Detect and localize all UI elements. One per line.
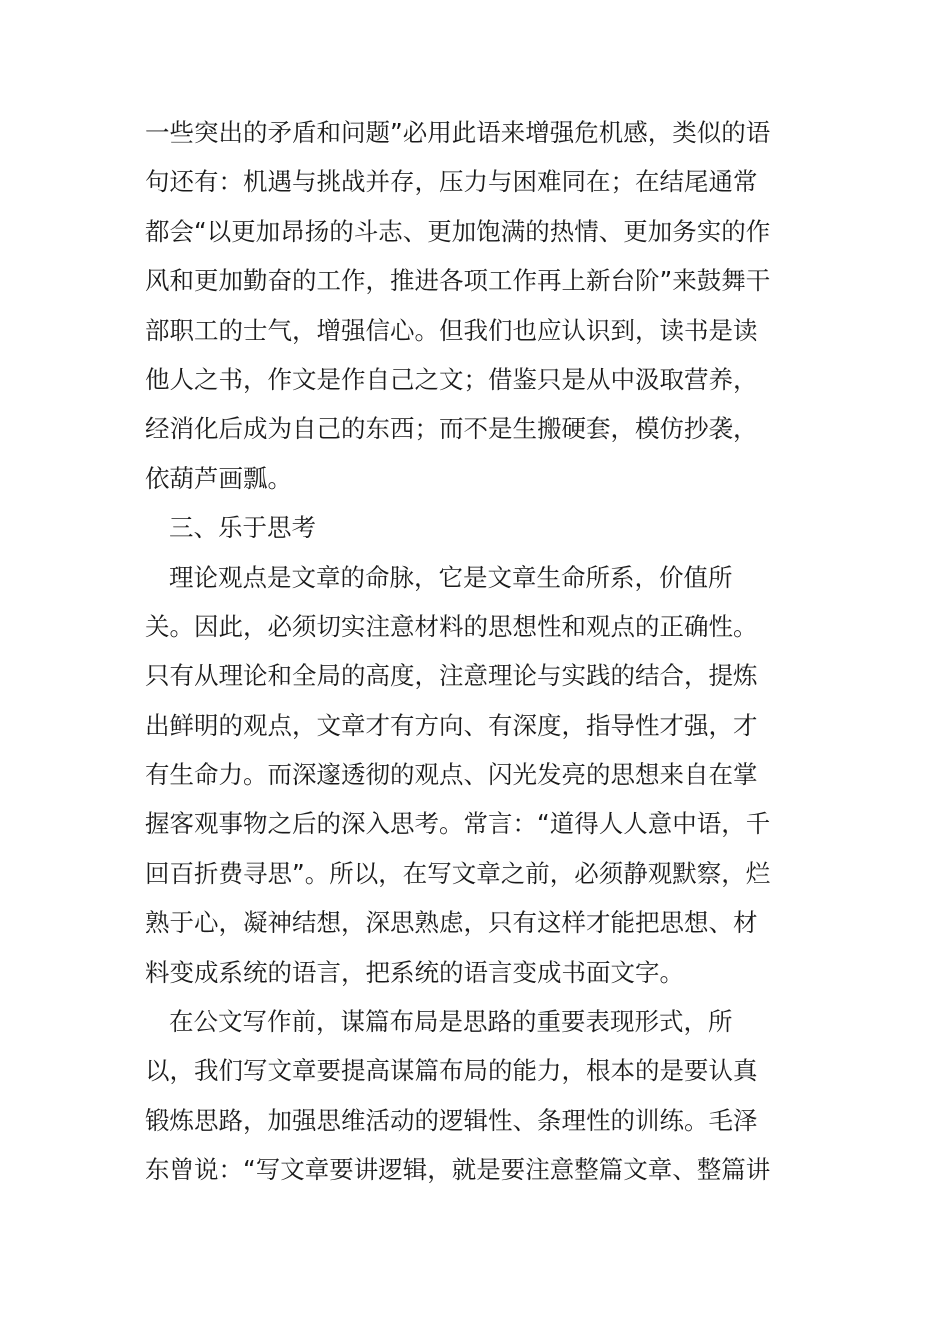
text-line: 理论观点是文章的命脉，它是文章生命所系，价值所 <box>169 562 733 592</box>
text-line: 在公文写作前，谋篇布局是思路的重要表现形式，所 <box>169 1007 733 1037</box>
text-line: 经消化后成为自己的东西；而不是生搬硬套，模仿抄袭， <box>145 414 758 444</box>
text-line: 东曾说：“写文章要讲逻辑，就是要注意整篇文章、整篇讲 <box>145 1155 771 1185</box>
text-line: 锻炼思路，加强思维活动的逻辑性、条理性的训练。毛泽 <box>145 1105 758 1135</box>
text-line: 以，我们写文章要提高谋篇布局的能力，根本的是要认真 <box>145 1056 758 1086</box>
document-body <box>145 108 800 1195</box>
text-line: 他人之书，作文是作自己之文；借鉴只是从中汲取营养， <box>145 364 758 394</box>
text-line: 有生命力。而深邃透彻的观点、闪光发亮的思想来自在掌 <box>145 760 758 790</box>
text-line: 都会“以更加昂扬的斗志、更加饱满的热情、更加务实的作 <box>145 216 771 246</box>
text-line: 只有从理论和全局的高度，注意理论与实践的结合，提炼 <box>145 661 758 691</box>
text-line: 熟于心，凝神结想，深思熟虑，只有这样才能把思想、材 <box>145 908 758 938</box>
text-line: 回百折费寻思”。所以，在写文章之前，必须静观默察，烂 <box>145 858 771 888</box>
text-line: 句还有：机遇与挑战并存，压力与困难同在；在结尾通常 <box>145 167 758 197</box>
section-heading: 三、乐于思考 <box>169 513 316 543</box>
text-line: 依葫芦画瓢。 <box>145 463 292 493</box>
text-line: 握客观事物之后的深入思考。常言：“道得人人意中语，千 <box>145 809 771 839</box>
text-line: 料变成系统的语言，把系统的语言变成书面文字。 <box>145 957 684 987</box>
text-line: 出鲜明的观点，文章才有方向、有深度，指导性才强，才 <box>145 710 758 740</box>
text-line: 关。因此，必须切实注意材料的思想性和观点的正确性。 <box>145 611 758 641</box>
text-line: 部职工的士气，增强信心。但我们也应认识到，读书是读 <box>145 315 758 345</box>
text-line: 风和更加勤奋的工作，推进各项工作再上新台阶”来鼓舞干 <box>145 266 771 296</box>
text-line: 一些突出的矛盾和问题”必用此语来增强危机感，类似的语 <box>145 118 771 147</box>
